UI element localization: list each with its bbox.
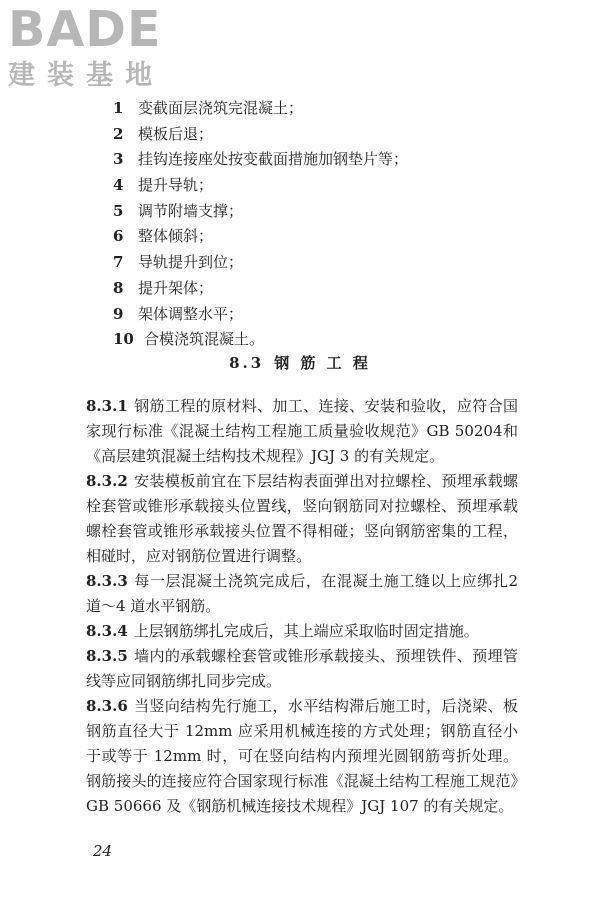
clause-number: 8.3.3 bbox=[86, 572, 128, 590]
section-heading bbox=[0, 353, 600, 373]
bade-watermark-logo bbox=[8, 1, 183, 96]
list-item: 8 提升架体； bbox=[113, 278, 214, 297]
list-item: 9 架体调整水平； bbox=[113, 304, 244, 323]
section-title-text: 钢 筋 工 程 bbox=[274, 354, 371, 372]
watermark-cjk-text: 建装基地 bbox=[8, 60, 164, 91]
watermark-latin-text: BADE bbox=[8, 1, 162, 58]
clause-paragraph bbox=[86, 619, 518, 644]
section-number: 8.3 bbox=[229, 354, 265, 372]
clause-number: 8.3.5 bbox=[86, 647, 128, 665]
clause-paragraph bbox=[86, 694, 518, 819]
list-item: 10 合模浇筑混凝土。 bbox=[113, 330, 265, 349]
clause-paragraph bbox=[86, 569, 518, 619]
clause-text: 钢筋工程的原材料、加工、连接、安装和验收，应符合国家现行标准《混凝土结构工程施工质量验收规范》GB 50204和《高层建筑混凝土结构技术规程》JGJ 3 的有关规定。 bbox=[86, 397, 518, 465]
list-item: 4 提升导轨； bbox=[113, 176, 214, 195]
clause-number: 8.3.4 bbox=[86, 622, 128, 640]
clause-number: 8.3.1 bbox=[86, 397, 128, 415]
list-item: 1 变截面层浇筑完混凝土； bbox=[113, 99, 304, 117]
procedure-steps-list bbox=[113, 96, 408, 353]
list-item: 2 模板后退； bbox=[113, 124, 214, 143]
clause-text: 当竖向结构先行施工，水平结构滞后施工时，后浇梁、板钢筋直径大于 12mm 应采用机械连接的方式处理；钢筋直径小于或等于 12mm 时，可在竖向结构内预埋光圆钢筋弯折处理。钢筋接头的连接应符合国家现行标准《混凝土结构工程施工规范》GB 50666 及《钢筋机械连接技术规程》JGJ 107 的有关规定。 bbox=[86, 697, 518, 815]
clause-text: 上层钢筋绑扎完成后，其上端应采取临时固定措施。 bbox=[133, 622, 479, 640]
clauses-body bbox=[86, 394, 518, 819]
clause-text: 每一层混凝土浇筑完成后，在混凝土施工缝以上应绑扎2 道～4 道水平钢筋。 bbox=[86, 572, 518, 615]
clause-text: 墙内的承载螺栓套管或锥形承载接头、预埋铁件、预埋管线等应同钢筋绑扎同步完成。 bbox=[86, 647, 518, 690]
clause-paragraph bbox=[86, 469, 518, 569]
clause-number: 8.3.2 bbox=[86, 472, 128, 490]
list-item: 5 调节附墙支撑； bbox=[113, 201, 244, 220]
list-item: 7 导轨提升到位； bbox=[113, 253, 244, 272]
clause-number: 8.3.6 bbox=[86, 697, 128, 715]
list-item: 6 整体倾斜； bbox=[113, 227, 214, 246]
page-number: 24 bbox=[93, 842, 113, 860]
clause-text: 安装模板前宜在下层结构表面弹出对拉螺栓、预埋承载螺栓套管或锥形承载接头位置线，竖向钢筋同对拉螺栓、预埋承载螺栓套管或锥形承载接头位置不得相碰；竖向钢筋密集的工程，相碰时，应对钢筋位置进行调整。 bbox=[86, 472, 518, 565]
list-item: 3 挂钩连接座处按变截面措施加钢垫片等； bbox=[113, 150, 409, 169]
clause-paragraph bbox=[86, 394, 518, 469]
clause-paragraph bbox=[86, 644, 518, 694]
